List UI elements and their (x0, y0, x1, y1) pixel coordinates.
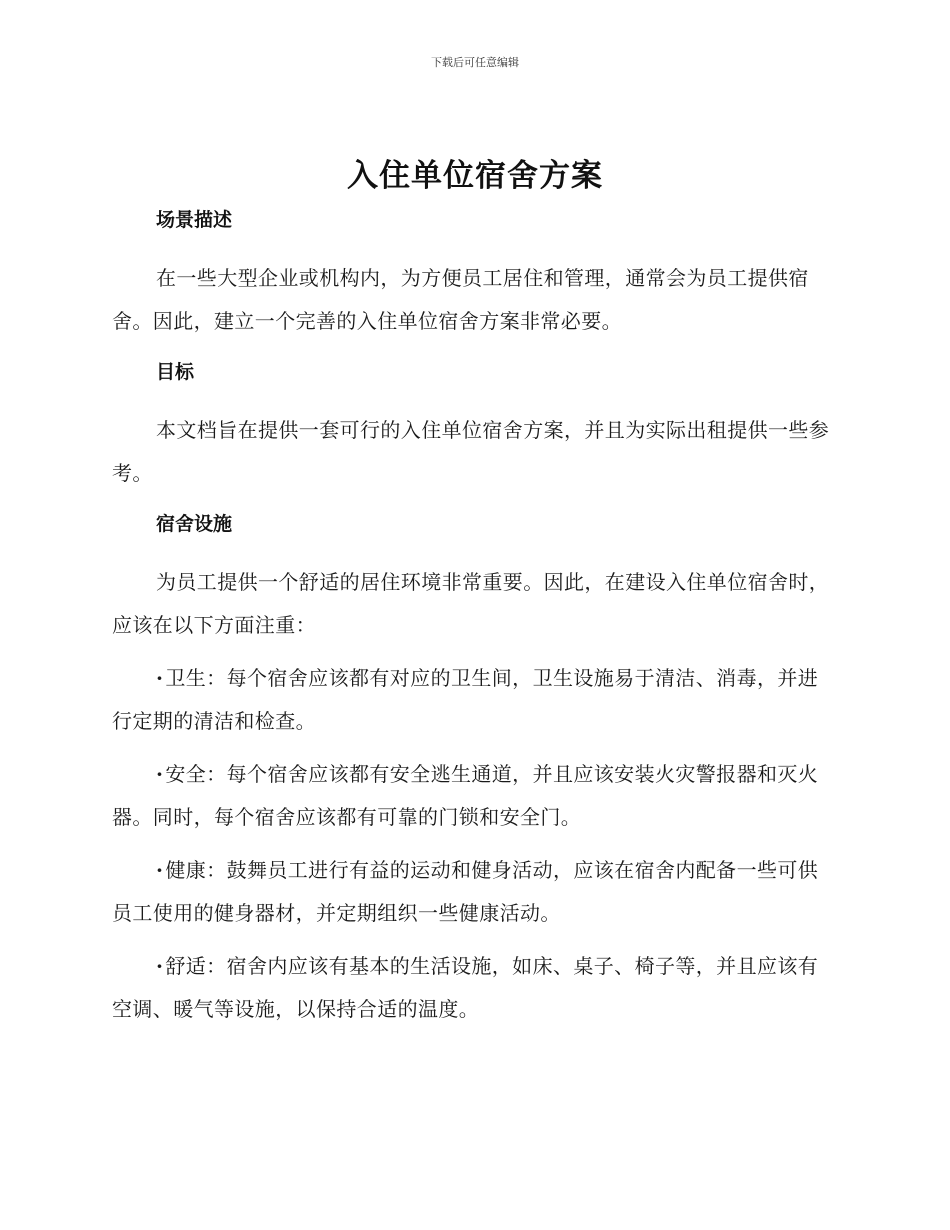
bullet-health (112, 849, 832, 935)
bullet-dot: · (156, 858, 164, 882)
bullet-text-safety: 安全：每个宿舍应该都有安全逃生通道，并且应该安装火灾警报器和灭火器。同时，每个宿舍应该都有可靠的门锁和安全门。 (112, 762, 819, 829)
section-heading-scenario: 场景描述 (156, 209, 233, 231)
paragraph-facilities: 为员工提供一个舒适的居住环境非常重要。因此，在建设入住单位宿舍时，应该在以下方面注重： (112, 570, 830, 637)
bullet-text-hygiene: 卫生：每个宿舍应该都有对应的卫生间，卫生设施易于清洁、消毒，并进行定期的清洁和检查。 (112, 666, 819, 733)
header-note: 下载后可任意编辑 (431, 56, 519, 69)
document-title: 入住单位宿舍方案 (347, 158, 603, 194)
paragraph-goal: 本文档旨在提供一套可行的入住单位宿舍方案，并且为实际出租提供一些参考。 (112, 418, 830, 485)
bullet-text-comfort: 舒适：宿舍内应该有基本的生活设施，如床、桌子、椅子等，并且应该有空调、暖气等设施，以保持合适的温度。 (112, 954, 819, 1021)
bullet-safety (112, 753, 832, 839)
bullet-dot: · (156, 762, 164, 786)
bullet-dot: · (156, 666, 164, 690)
section-heading-facilities: 宿舍设施 (156, 513, 233, 535)
bullet-hygiene (112, 657, 832, 743)
bullet-comfort (112, 945, 832, 1031)
bullet-dot: · (156, 954, 164, 978)
document-body (112, 205, 832, 1041)
section-heading-goal: 目标 (156, 361, 195, 383)
bullet-text-health: 健康：鼓舞员工进行有益的运动和健身活动，应该在宿舍内配备一些可供员工使用的健身器材，并定期组织一些健康活动。 (112, 858, 819, 925)
paragraph-scenario: 在一些大型企业或机构内，为方便员工居住和管理，通常会为员工提供宿舍。因此，建立一个完善的入住单位宿舍方案非常必要。 (112, 266, 809, 333)
